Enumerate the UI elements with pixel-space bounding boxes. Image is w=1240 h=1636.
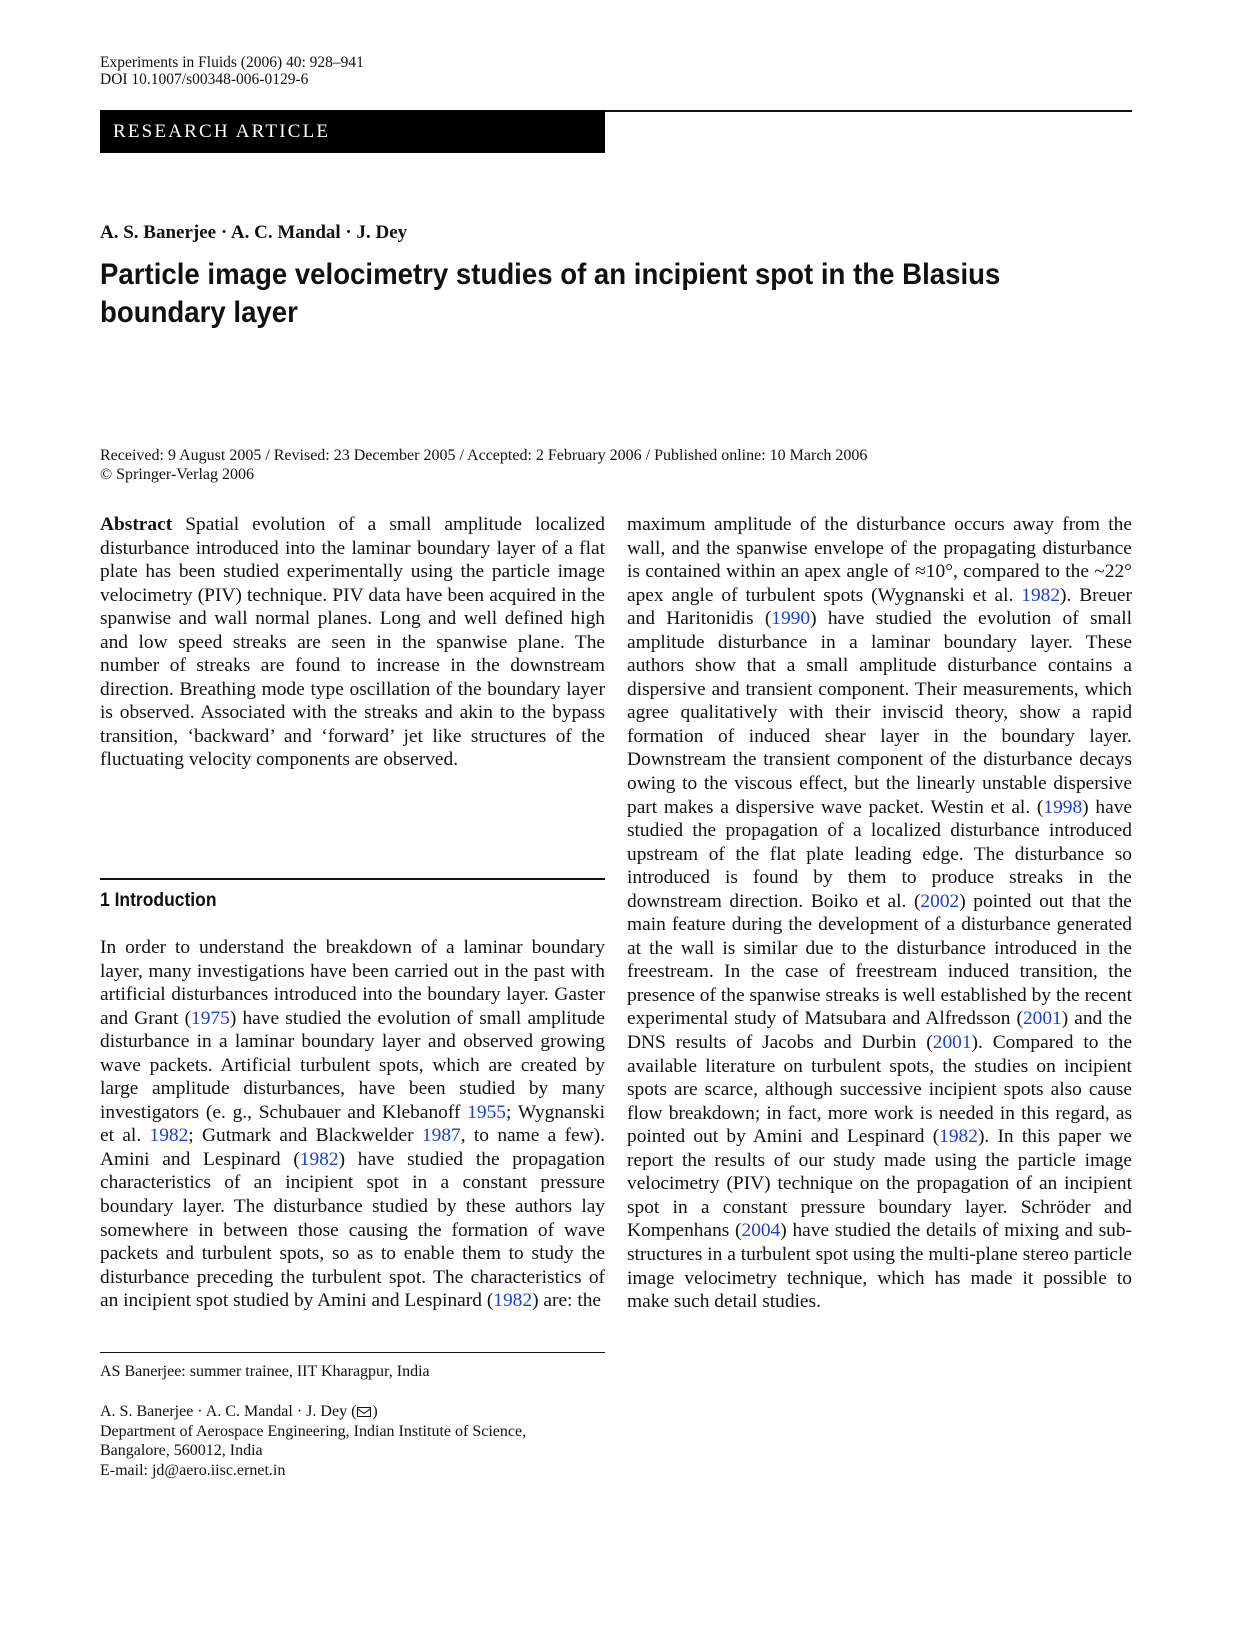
journal-info bbox=[100, 54, 364, 88]
citation-link[interactable]: 1955 bbox=[467, 1101, 506, 1123]
affiliation-city: Bangalore, 560012, India bbox=[100, 1442, 263, 1459]
citation-link[interactable]: 2001 bbox=[1022, 1008, 1062, 1030]
citation-link[interactable]: 2004 bbox=[741, 1220, 781, 1242]
citation-link[interactable]: 1990 bbox=[771, 608, 811, 630]
copyright: © Springer-Verlag 2006 bbox=[100, 466, 255, 483]
citation-link[interactable]: 1998 bbox=[1043, 796, 1083, 818]
abstract-heading: Abstract bbox=[100, 514, 173, 535]
citation-link[interactable]: 1987 bbox=[421, 1125, 461, 1147]
paper-title: Particle image velocimetry studies of an incipient spot in the Blasius boundary layer bbox=[100, 258, 1001, 329]
journal-doi: DOI 10.1007/s00348-006-0129-6 bbox=[100, 71, 309, 88]
journal-citation: Experiments in Fluids (2006) 40: 928–941 bbox=[100, 54, 364, 71]
section-heading: 1 Introduction bbox=[100, 890, 217, 911]
author-list: A. S. Banerjee · A. C. Mandal · J. Dey bbox=[100, 222, 408, 243]
introduction-text-right: maximum amplitude of the disturbance occurs away from the wall, and the spanwise envelope of the propagating disturbance is contained within an apex angle of ≈10°, compared to the ~22° apex angle of turbulent spots (Wygnanski et al. 1982). Breuer and Haritonidis (1990) have studied the evolution of small amplitude disturbance in a laminar boundary layer. These authors show that a small amplitude disturbance contains a dispersive and transient component. Their measurements, which agree qualitatively with their inviscid theory, show a rapid formation of induced shear layer in the boundary layer. Downstream the transient component of the disturbance decays owing to the viscous effect, but the linearly unstable dispersive part makes a dispersive wave packet. Westin et al. (1998) have studied the propagation of a localized disturbance introduced upstream of the flat plate leading edge. The disturbance so introduced is found by them to produce streaks in the downstream direction. Boiko et al. (2002) pointed out that the main feature during the development of a disturbance generated at the wall is similar due to the disturbance introduced in the freestream. In the case of freestream induced transition, the presence of the spanwise streaks is well established by the recent experimental study of Matsubara and Alfredsson (2001) and the DNS results of Jacobs and Durbin (2001). Compared to the available literature on turbulent spots, the studies on incipient spots are scarce, although successive incipient spots also cause flow breakdown; in fact, more work is needed in this regard, as pointed out by Amini and Lespinard (1982). In this paper we report the results of our study made using the particle image velocimetry (PIV) technique on the propagation of an incipient spot in a constant pressure boundary layer. Schröder and Kompenhans (2004) have studied the details of mixing and sub-structures in a turbulent spot using the multi-plane stereo particle image velocimetry technique, which has made it possible to make such detail studies. bbox=[627, 514, 1133, 1313]
affiliation bbox=[100, 1402, 620, 1480]
citation-link[interactable]: 1975 bbox=[191, 1007, 230, 1029]
citation-link[interactable]: 2002 bbox=[920, 890, 960, 912]
citation-link[interactable]: 1982 bbox=[1021, 584, 1061, 606]
abstract bbox=[100, 513, 605, 772]
publication-dates bbox=[100, 446, 867, 484]
affiliation-names: A. S. Banerjee · A. C. Mandal · J. Dey ( ) bbox=[100, 1403, 378, 1420]
affiliation-email: E-mail: jd@aero.iisc.ernet.in bbox=[100, 1461, 286, 1479]
abstract-text: Spatial evolution of a small amplitude localized disturbance introduced into the laminar boundary layer of a flat plate has been studied experimentally using the particle image velocimetry (PIV) technique. PIV data have been acquired in the spanwise and wall normal planes. Long and well defined high and low speed streaks are seen in the spanwise plane. The number of streaks are found to increase in the downstream direction. Breathing mode type oscillation of the boundary layer is observed. Associated with the streaks and akin to the bypass transition, ‘backward’ and ‘forward’ jet like structures of the fluctuating velocity components are observed. bbox=[100, 514, 605, 771]
citation-link[interactable]: 1982 bbox=[149, 1125, 189, 1147]
envelope-icon bbox=[357, 1407, 371, 1417]
citation-link[interactable]: 1982 bbox=[939, 1126, 978, 1148]
article-type-banner: RESEARCH ARTICLE bbox=[100, 110, 605, 153]
citation-link[interactable]: 2001 bbox=[932, 1032, 972, 1054]
section-rule bbox=[100, 878, 605, 880]
date-history: Received: 9 August 2005 / Revised: 23 December 2005 / Accepted: 2 February 2006 / Published online: 10 March 2006 bbox=[100, 447, 868, 464]
citation-link[interactable]: 1982 bbox=[493, 1290, 533, 1312]
affiliation-department: Department of Aerospace Engineering, Indian Institute of Science, bbox=[100, 1422, 527, 1440]
footnote: AS Banerjee: summer trainee, IIT Kharagpur, India bbox=[100, 1363, 430, 1380]
introduction-text-left: In order to understand the breakdown of a laminar boundary layer, many investigations have been carried out in the past with artificial disturbances introduced into the boundary layer. Gaster and Grant (1975) have studied the evolution of small amplitude disturbance in a laminar boundary layer and observed growing wave packets. Artificial turbulent spots, which are created by large amplitude disturbances, have been studied by many investigators (e. g., Schubauer and Klebanoff 1955; Wygnanski et al. 1982; Gutmark and Blackwelder 1987, to name a few). Amini and Lespinard (1982) have studied the propagation characteristics of an incipient spot in a constant pressure boundary layer. The disturbance studied by these authors lay somewhere in between those causing the formation of wave packets and turbulent spots, so as to enable them to study the disturbance preceding the turbulent spot. The characteristics of an incipient spot studied by Amini and Lespinard (1982) are: the bbox=[100, 937, 606, 1312]
citation-link[interactable]: 1982 bbox=[299, 1148, 339, 1170]
footnote-rule bbox=[100, 1352, 605, 1353]
